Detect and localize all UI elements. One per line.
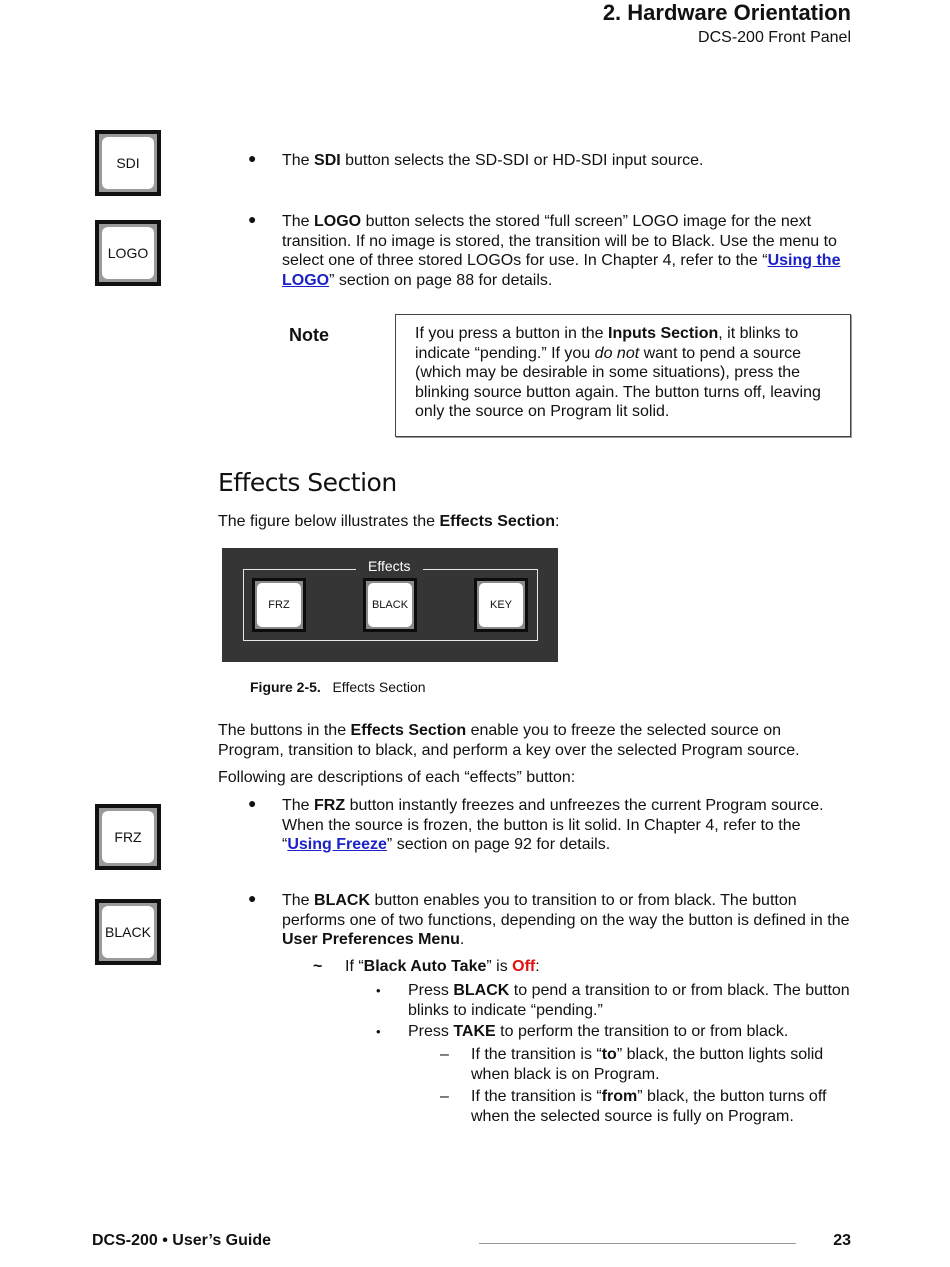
effects-intro: [218, 512, 848, 532]
page-subtitle: DCS-200 Front Panel: [698, 29, 851, 46]
bold-term: Inputs Section: [608, 325, 719, 342]
sdi-button-illustration: [95, 130, 161, 196]
bold-term: LOGO: [314, 213, 362, 230]
bold-term: Black Auto Take: [363, 958, 487, 975]
text: to perform the transition to or from black.: [495, 1023, 789, 1040]
text: :: [535, 958, 540, 975]
black-panel-button: [363, 578, 417, 632]
bullet: ●: [248, 211, 257, 227]
bold-term: FRZ: [314, 797, 346, 814]
text: The: [282, 797, 315, 814]
black-panel-button-label: BLACK: [368, 583, 412, 627]
transition-from-black-note: [471, 1087, 841, 1126]
footer-guide-title: DCS-200 • User’s Guide: [92, 1232, 271, 1249]
text: If you press a button in the: [415, 325, 609, 342]
bold-term: User Preferences Menu: [282, 931, 460, 948]
sdi-button-label: SDI: [102, 137, 154, 189]
off-value: Off: [512, 958, 536, 975]
figure-title: Effects Section: [332, 679, 426, 695]
frz-panel-button: [252, 578, 306, 632]
bold-term: BLACK: [314, 892, 371, 909]
text: ” black, the button turns off when the selected source is fully on Program.: [471, 1088, 827, 1125]
black-button-label: BLACK: [102, 906, 154, 958]
key-panel-button: [474, 578, 528, 632]
text: , it blinks to indicate “pending.” If you: [415, 325, 799, 362]
note-label: Note: [289, 325, 329, 345]
footer-rule: [479, 1243, 796, 1244]
text: The: [282, 892, 315, 909]
tilde-marker: ~: [313, 958, 323, 975]
text: enable you to freeze the selected source on Program, transition to black, and perform a key over the selected Program source.: [218, 722, 800, 759]
text: ” is: [486, 958, 513, 975]
bold-term: Effects Section: [439, 513, 556, 530]
bold-term: TAKE: [453, 1023, 496, 1040]
text: If “: [345, 958, 364, 975]
page-number: 23: [833, 1232, 851, 1249]
text: button instantly freezes and unfreezes the current Program source. When the source is frozen, the button is lit solid. In Chapter 4, refer to the “: [282, 797, 824, 853]
text: Press: [408, 982, 454, 999]
effects-paragraph: [218, 721, 850, 760]
text: If the transition is “: [471, 1088, 602, 1105]
italic-term: do not: [594, 344, 640, 362]
bold-term: BLACK: [453, 982, 510, 999]
press-black-step: [408, 981, 853, 1020]
note-text: [415, 324, 835, 422]
bold-term: SDI: [314, 152, 341, 169]
dash-marker: –: [440, 1088, 449, 1105]
text: button selects the stored “full screen” LOGO image for the next transition. If no image is stored, the transition will be to Black. Use the menu to select one of three stored LOGOs for use. In Chapter 4, refer to the “: [282, 213, 837, 269]
text: to pend a transition to or from black. The button blinks to indicate “pending.”: [408, 982, 850, 1019]
frz-description: [282, 796, 854, 855]
text: button enables you to transition to or from black. The button performs one of two functions, depending on the way the button is defined in the: [282, 892, 850, 929]
bold-term: to: [601, 1046, 617, 1063]
key-panel-button-label: KEY: [479, 583, 523, 627]
text: The buttons in the: [218, 722, 351, 739]
text: The figure below illustrates the: [218, 513, 440, 530]
press-take-step: [408, 1022, 853, 1042]
bold-term: from: [601, 1088, 638, 1105]
logo-button-illustration: [95, 220, 161, 286]
text: .: [459, 931, 465, 948]
text: If the transition is “: [471, 1046, 602, 1063]
figure-caption: [250, 679, 426, 695]
text: The: [282, 213, 315, 230]
text: Press: [408, 1023, 454, 1040]
frz-button-illustration: [95, 804, 161, 870]
sub-bullet: •: [376, 1024, 381, 1039]
logo-description: [282, 212, 852, 290]
dash-marker: –: [440, 1046, 449, 1063]
bullet: ●: [248, 150, 257, 166]
chapter-title: 2. Hardware Orientation: [602, 0, 851, 25]
black-description: [282, 891, 854, 950]
text: The: [282, 152, 315, 169]
effects-panel-label: Effects: [356, 558, 423, 574]
text: ” black, the button lights solid when black is on Program.: [471, 1046, 824, 1083]
using-freeze-link[interactable]: Using Freeze: [287, 836, 387, 853]
text: ” section on page 88 for details.: [329, 271, 553, 289]
effects-section-heading: Effects Section: [218, 468, 397, 497]
text: want to pend a source (which may be desirable in some situations), press the blinking source button again. The button turns off, leaving only the source on Program lit solid.: [415, 344, 821, 420]
frz-panel-button-label: FRZ: [257, 583, 301, 627]
bullet: ●: [248, 890, 257, 906]
text: :: [555, 513, 560, 530]
text: button selects the SD-SDI or HD-SDI input source.: [340, 152, 704, 169]
sub-bullet: •: [376, 983, 381, 998]
black-auto-take-condition: [345, 957, 845, 977]
effects-descriptions-intro: Following are descriptions of each “effects” button:: [218, 769, 576, 786]
transition-to-black-note: [471, 1045, 841, 1084]
figure-number: Figure 2-5.: [250, 679, 321, 695]
bullet: ●: [248, 795, 257, 811]
sdi-description: [282, 151, 852, 171]
black-button-illustration: [95, 899, 161, 965]
logo-button-label: LOGO: [102, 227, 154, 279]
bold-term: Effects Section: [350, 722, 467, 739]
text: ” section on page 92 for details.: [386, 836, 611, 853]
frz-button-label: FRZ: [102, 811, 154, 863]
using-the-logo-link[interactable]: Using the LOGO: [282, 252, 841, 289]
